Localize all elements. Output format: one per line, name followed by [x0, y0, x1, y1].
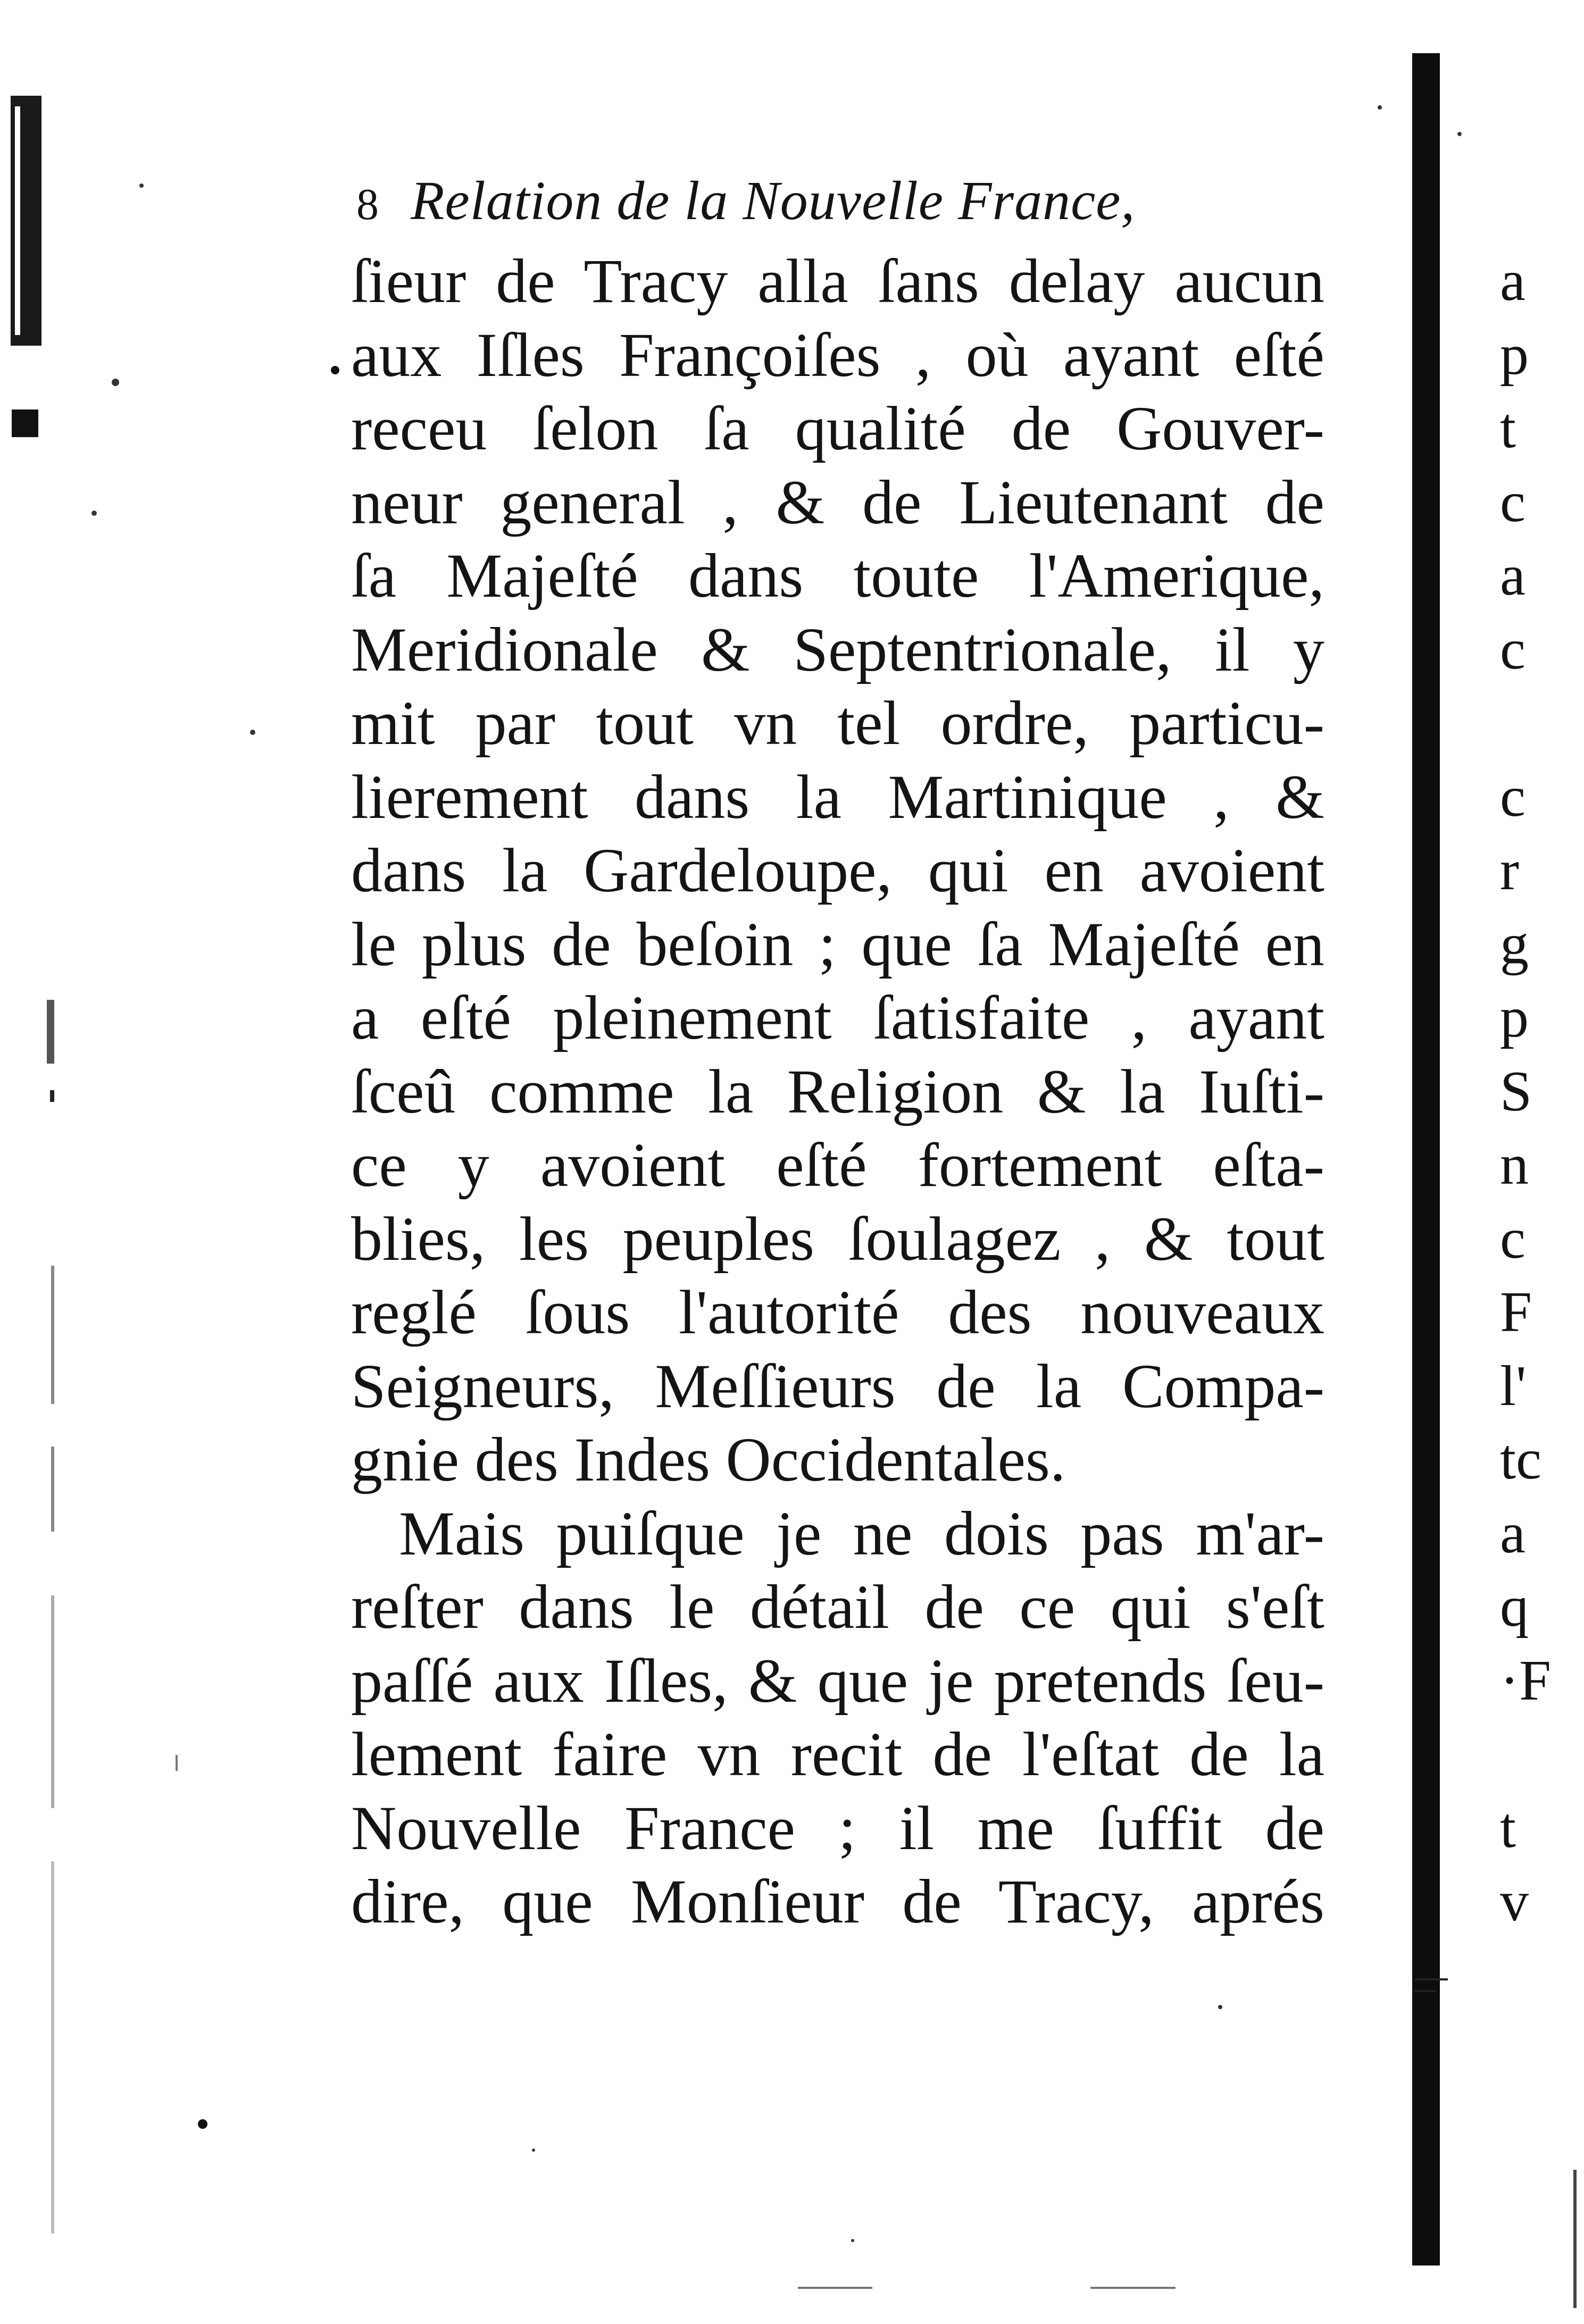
facing-letter: a — [1500, 249, 1525, 313]
facing-letter: l' — [1500, 1354, 1527, 1418]
ink-mark — [1090, 2287, 1176, 2289]
binding-mark — [15, 106, 20, 335]
text-line: le plus de beſoin ; que ſa Majeſté en — [351, 909, 1324, 979]
text-line: reglé ſous l'autorité des nouveaux — [351, 1277, 1324, 1347]
facing-letter: t — [1500, 397, 1516, 460]
facing-letter: n — [1500, 1133, 1529, 1197]
text-line: paſſé aux Iſles, & que je pretends ſeu- — [351, 1645, 1324, 1716]
binding-gutter — [1412, 53, 1440, 2266]
text-line: ſieur de Tracy alla ſans delay aucun — [351, 246, 1324, 316]
text-line: ſa Majeſté dans toute l'Amerique, — [351, 541, 1324, 611]
text-line: Nouvelle France ; il me ſuffit de — [351, 1793, 1324, 1863]
ink-speck — [139, 183, 144, 188]
running-title: Relation de la Nouvelle France, — [411, 170, 1136, 231]
facing-letter: v — [1500, 1870, 1529, 1933]
facing-letter: a — [1500, 544, 1525, 607]
text-line: reſter dans le détail de ce qui s'eſt — [351, 1572, 1324, 1642]
facing-letter — [1500, 1718, 1580, 1792]
facing-letter: c — [1500, 765, 1525, 829]
page-edge — [1573, 2170, 1577, 2308]
facing-letter: p — [1500, 323, 1529, 387]
ink-speck — [250, 730, 255, 735]
ink-speck — [1457, 132, 1462, 136]
text-line: aux Iſles Françoiſes , où ayant eſté — [351, 320, 1324, 390]
body-text — [351, 245, 1324, 1939]
text-line: a eſté pleinement ſatisfaite , ayant — [351, 983, 1324, 1052]
binding-mark — [50, 1090, 54, 1102]
binding-mark — [47, 1000, 54, 1064]
text-line: ce y avoient eſté fortement eſta- — [351, 1130, 1324, 1200]
facing-letter: c — [1500, 617, 1525, 681]
running-head — [356, 169, 1135, 233]
text-line: neur general , & de Lieutenant de — [351, 467, 1324, 537]
text-line: mit par tout vn tel ordre, particu- — [351, 688, 1324, 758]
text-line: ſceû comme la Religion & la Iuſti- — [351, 1056, 1324, 1126]
ink-speck — [91, 511, 97, 516]
text-line: Meridionale & Septentrionale, il y — [351, 614, 1324, 684]
text-line: Mais puiſque je ne dois pas m'ar- — [399, 1498, 1324, 1568]
text-line: blies, les peuples ſoulagez , & tout — [351, 1203, 1324, 1274]
ink-mark — [798, 2287, 872, 2289]
facing-letter: q — [1500, 1575, 1529, 1638]
gutter-mark — [1415, 1990, 1436, 1992]
facing-letter: ·F — [1500, 1649, 1552, 1712]
facing-letter: F — [1500, 1281, 1532, 1344]
binding-mark — [51, 1447, 54, 1532]
facing-page-fragment — [1500, 245, 1580, 1939]
ink-mark — [176, 1755, 178, 1771]
text-line: receu ſelon ſa qualité de Gouver- — [351, 394, 1324, 463]
facing-letter: a — [1500, 1501, 1525, 1565]
binding-mark — [51, 1861, 54, 2234]
binding-mark — [51, 1595, 54, 1808]
facing-letter: S — [1500, 1059, 1532, 1123]
facing-letter: r — [1500, 839, 1519, 902]
facing-letter — [1500, 687, 1580, 760]
ink-speck — [331, 366, 339, 374]
text-line: lierement dans la Martinique , & — [351, 762, 1324, 832]
text-line: dire, que Monſieur de Tracy, aprés — [351, 1867, 1324, 1936]
text-line: Seigneurs, Meſſieurs de la Compa- — [351, 1351, 1324, 1421]
ink-speck — [1218, 2005, 1222, 2009]
binding-mark — [12, 409, 38, 437]
text-line: lement faire vn recit de l'eſtat de la — [351, 1719, 1324, 1789]
facing-letter: p — [1500, 986, 1529, 1049]
binding-mark — [51, 1266, 54, 1404]
ink-speck — [112, 379, 119, 386]
text-line: dans la Gardeloupe, qui en avoient — [351, 835, 1324, 905]
facing-letter: g — [1500, 912, 1529, 976]
ink-speck — [198, 2119, 207, 2129]
ink-speck — [532, 2149, 535, 2152]
text-line: gnie des Indes Occidentales. — [351, 1425, 1066, 1494]
ink-speck — [851, 2239, 854, 2242]
page-number: 8 — [356, 180, 379, 229]
gutter-mark — [1415, 1978, 1448, 1980]
ink-speck — [1378, 105, 1382, 110]
facing-letter: tc — [1500, 1428, 1541, 1491]
facing-letter: t — [1500, 1796, 1516, 1860]
facing-letter: c — [1500, 470, 1525, 534]
facing-letter: c — [1500, 1207, 1525, 1270]
